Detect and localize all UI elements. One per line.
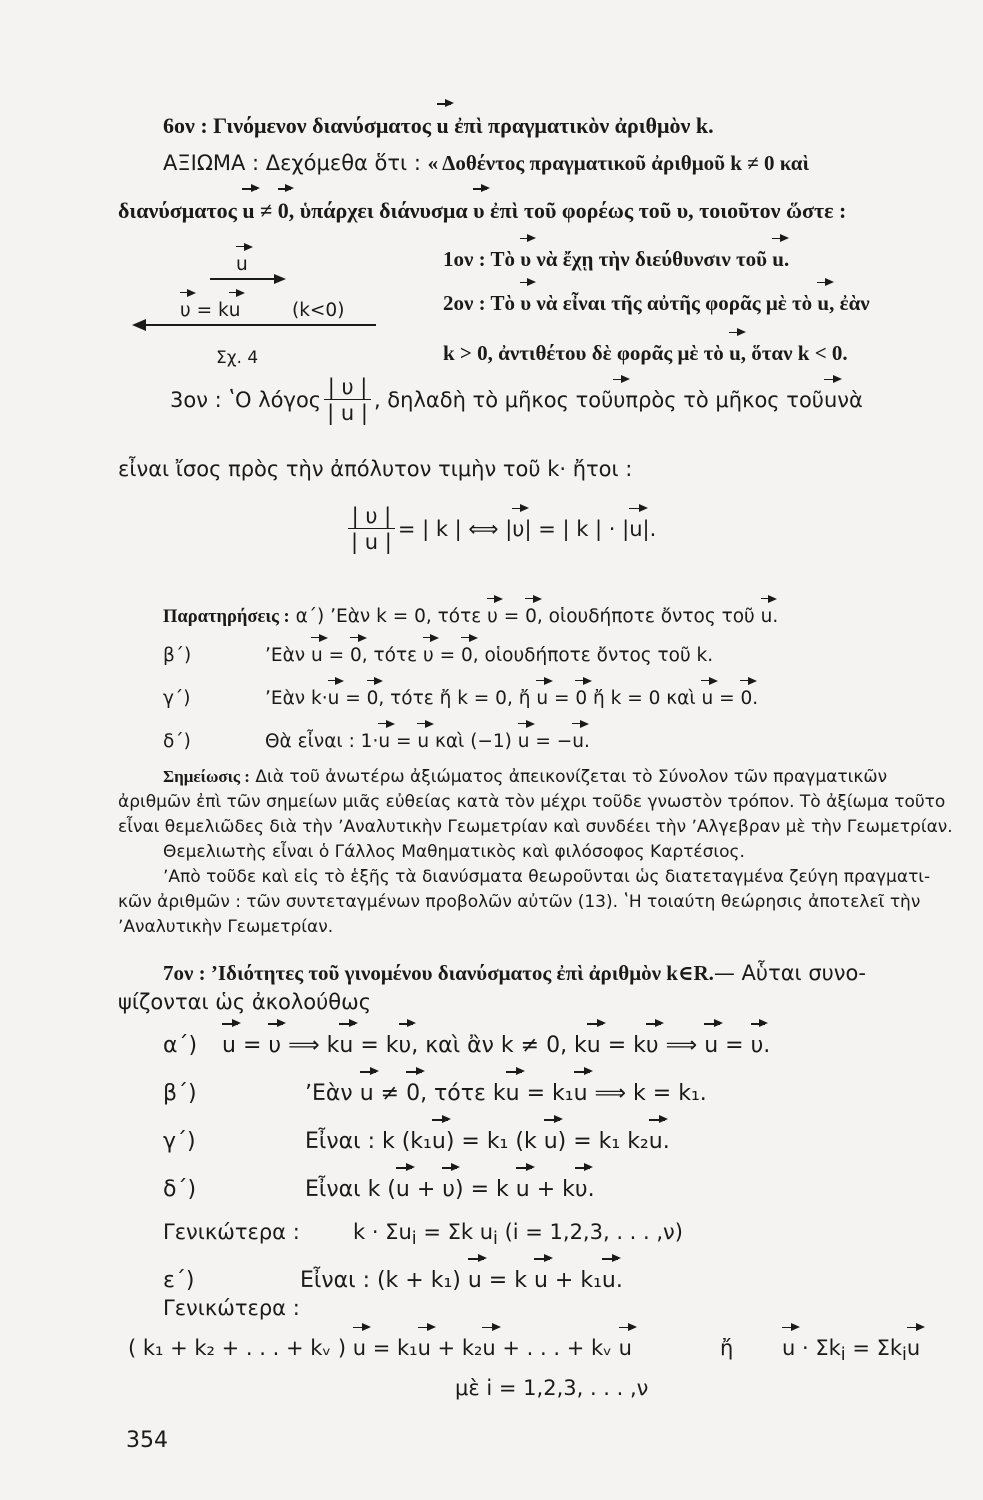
note-line-5: ʼΑπὸ τοῦδε καὶ εἰς τὸ ἑξῆς τὰ διανύσματα θεωροῦνται ὡς διατεταγμένα ζεύγη πραγματι- (163, 867, 931, 887)
property-c: Εἶναι : k (k₁u) = k₁ (k u) = k₁ k₂u. (305, 1129, 670, 1154)
remark-a: Παρατηρήσεις : α΄) ʼΕὰν k = 0, τότε υ = 0, οἱουδήποτε ὄντος τοῦ u. (163, 606, 779, 627)
remark-b: ʼΕὰν u = 0, τότε υ = 0, οἱουδήποτε ὄντος τοῦ k. (265, 645, 714, 666)
note-line-6: κῶν ἀριθμῶν : τῶν συντεταγμένων προβολῶν αὐτῶν (13). ʽΗ τοιαύτη θεώρησις ἀποτελεῖ τὴν (118, 892, 921, 912)
figure-caption: Σχ. 4 (216, 348, 259, 368)
property-b-label: β΄) (163, 1081, 197, 1106)
general-1-label: Γενικώτερα : (163, 1220, 300, 1244)
index-range: μὲ i = 1,2,3, . . . ,ν (455, 1376, 649, 1400)
note-line-4: Θεμελιωτὴς εἶναι ὁ Γάλλος Μαθηματικὸς καὶ φιλόσοφος Καρτέσιος. (163, 842, 745, 862)
remark-c: ʼΕὰν k·u = 0, τότε ἤ k = 0, ἤ u = 0 ἤ k = 0 καὶ u = 0. (265, 688, 759, 709)
property-general-sum: ( k₁ + k₂ + . . . + kᵥ ) u = k₁u + k₂u + . . . + kᵥ u (128, 1336, 632, 1360)
ratio-line: 3ον : ʽΟ λόγος $\frac{| \upsilon |}{| u |}$ , δηλαδὴ τὸ μῆκος τοῦ υ πρὸς τὸ μῆκος τοῦ u νὰ (170, 375, 863, 426)
property-d: Εἶναι k (u + υ) = k u + kυ. (305, 1177, 595, 1202)
condition-3: k > 0, ἀντιθέτου δὲ φορᾶς μὲ τὸ u, ὅταν k < 0. (443, 341, 848, 365)
property-b: ʼΕὰν u ≠ 0, τότε ku = k₁u ⟹ k = k₁. (305, 1081, 707, 1106)
property-a: u = υ ⟹ ku = kυ, καὶ ἂν k ≠ 0, ku = kυ ⟹ u = υ. (222, 1033, 771, 1058)
property-c-label: γ΄) (163, 1129, 196, 1154)
property-d-label: δ΄) (163, 1177, 197, 1202)
condition-2: 2ον : Τὸ υ νὰ εἶναι τῆς αὐτῆς φορᾶς μὲ τὸ u, ἐὰν (443, 291, 870, 315)
note-line-3: εἶναι θεμελιῶδες διὰ τὴν ʼΑναλυτικὴν Γεωμετρίαν καὶ συνδέει τὴν ʼΑλγεβραν μὲ τὴν Γεωμετρίαν. (118, 817, 953, 837)
general-1: $k \cdot \Sigma u_i = \Sigma k$ $u_i$ (i = 1,2,3, . . . ,ν) (353, 1220, 683, 1250)
general-2-label: Γενικώτερα : (163, 1296, 300, 1320)
remark-d-label: δ΄) (163, 731, 191, 752)
figure-label-v: υ = ku (180, 300, 241, 321)
page-number: 354 (126, 1428, 168, 1453)
axiom-line: ΑΞΙΩΜΑ : Δεχόμεθα ὅτι : « Δοθέντος πραγματικοῦ ἀριθμοῦ k ≠ 0 καὶ (163, 151, 809, 175)
property-e: Εἶναι : (k + k₁) u = k u + k₁u. (300, 1268, 623, 1293)
property-general-sum-2: $u \cdot \Sigma k_i = \Sigma k_iu$ (782, 1336, 921, 1366)
section6-heading: 6ον : Γινόμενον διανύσματος u ἐπὶ πραγματικὸν ἀριθμὸν k. (163, 113, 714, 138)
section7-heading: 7ον : ʼΙδιότητες τοῦ γινομένου διανύσματος ἐπὶ ἀριθμὸν k∈R.— Αὗται συνο- (163, 961, 866, 985)
remark-d: Θὰ εἶναι : 1·u = u καὶ (−1) u = −u. (265, 731, 590, 752)
property-e-label: ε΄) (163, 1268, 195, 1293)
axiom-line-2: διανύσματος u ≠ 0, ὑπάρχει διάνυσμα υ ἐπὶ τοῦ φορέως τοῦ υ, τοιοῦτον ὥστε : (118, 198, 847, 223)
note-line-2: ἀριθμῶν ἐπὶ τῶν σημείων μιᾶς εὐθείας κατὰ τὸν μέχρι τοῦδε γνωστὸν τρόπον. Τὸ ἀξίωμα τοῦτο (118, 792, 946, 812)
ratio-line-2: εἶναι ἴσος πρὸς τὴν ἀπόλυτον τιμὴν τοῦ k· ἤτοι : (118, 457, 633, 481)
ratio-fraction: $\frac{| \upsilon |}{| u |}$ (323, 376, 372, 424)
section7-line-2: ψίζονται ὡς ἀκολούθως (118, 990, 372, 1014)
figure-label-u: u (236, 254, 248, 275)
remark-b-label: β΄) (163, 645, 192, 666)
remark-c-label: γ΄) (163, 688, 191, 709)
condition-1: 1ον : Τὸ υ νὰ ἔχῃ τὴν διεύθυνσιν τοῦ u. (443, 247, 790, 271)
note-line-7: ʼΑναλυτικὴν Γεωμετρίαν. (118, 917, 334, 937)
figure-condition: (k<0) (292, 300, 345, 321)
property-a-label: α΄) (163, 1033, 198, 1058)
or-word: ἤ (720, 1336, 734, 1360)
ratio-equation: $\frac{| \upsilon |}{| u |}$ = | k | ⟺ | υ | = | k | · | u |. (345, 505, 656, 553)
note-line-1: Σημείωσις : Διὰ τοῦ ἀνωτέρω ἀξιώματος ἀπεικονίζεται τὸ Σύνολον τῶν πραγματικῶν (163, 767, 888, 787)
